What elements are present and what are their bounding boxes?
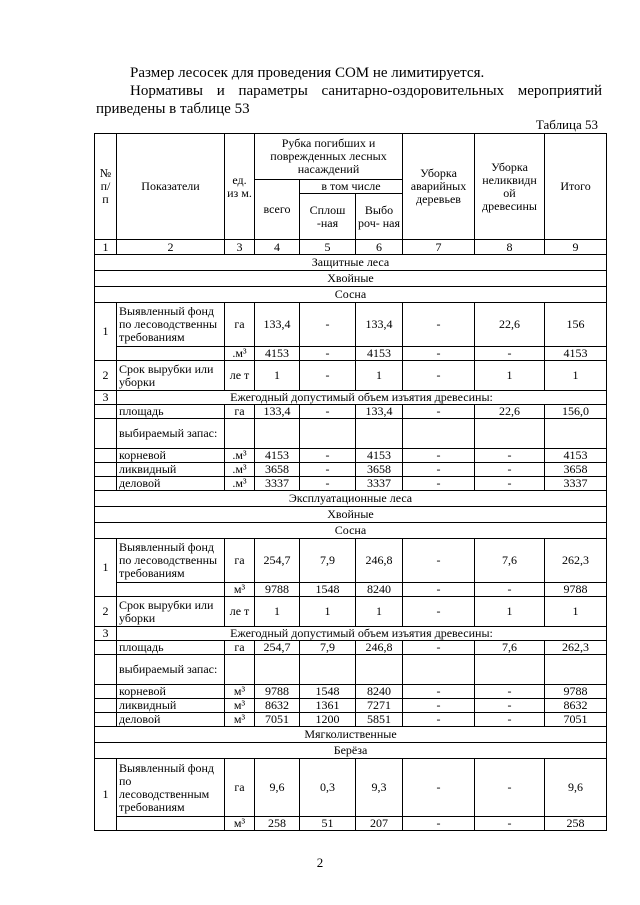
header-select: Выбо роч- ная <box>356 194 403 240</box>
cell-value: 7,9 <box>300 641 356 655</box>
cell-value: 133,4 <box>356 405 403 419</box>
cell-value: 7,6 <box>475 641 545 655</box>
table-caption: Таблица 53 <box>535 117 598 132</box>
cell-value: - <box>300 303 356 347</box>
cell-value: 7,6 <box>475 539 545 583</box>
row-unit: .м³ <box>225 477 255 491</box>
table-row <box>95 817 607 831</box>
cell-value: 22,6 <box>475 303 545 347</box>
cell-value: 7051 <box>545 713 607 727</box>
table-row <box>95 583 607 597</box>
cell-value: 1361 <box>300 699 356 713</box>
header-indicator: Показатели <box>117 134 225 240</box>
cell-value: 246,8 <box>356 539 403 583</box>
cell-value: 156,0 <box>545 405 607 419</box>
cell-value: 1200 <box>300 713 356 727</box>
cell-value: - <box>403 583 475 597</box>
cell-value: 3337 <box>356 477 403 491</box>
cell-value: 1 <box>356 361 403 391</box>
row-unit: м³ <box>225 713 255 727</box>
table-row <box>95 699 607 713</box>
cell-value: 8632 <box>545 699 607 713</box>
cell-value: - <box>475 685 545 699</box>
cell-value: 1 <box>545 597 607 627</box>
cell-value: 22,6 <box>475 405 545 419</box>
cell-value: - <box>403 477 475 491</box>
row-index-empty <box>95 699 117 713</box>
cell-value: - <box>475 699 545 713</box>
row-index: 1 <box>95 303 117 361</box>
cell-value: 9,6 <box>255 759 300 817</box>
cell-value: - <box>475 817 545 831</box>
row-unit: м³ <box>225 583 255 597</box>
cell-value: - <box>300 405 356 419</box>
col-number: 6 <box>356 240 403 255</box>
row-index-empty <box>95 655 117 685</box>
intro-line-3: приведены в таблице 53 <box>96 101 250 117</box>
cell-value: 207 <box>356 817 403 831</box>
cell-value: 4153 <box>545 449 607 463</box>
cell-value: 7,9 <box>300 539 356 583</box>
cell-value: 9788 <box>545 583 607 597</box>
table-row <box>95 627 607 641</box>
row-index-empty <box>95 419 117 449</box>
row-label-empty <box>117 817 225 831</box>
cell-value: 3337 <box>255 477 300 491</box>
row-label: Выявленный фонд по лесоводственны требованиям <box>117 539 225 583</box>
annual-volume-label: Ежегодный допустимый объем изъятия древесины: <box>117 627 607 641</box>
cell-value: 1548 <box>300 583 356 597</box>
cell-value: 7051 <box>255 713 300 727</box>
cell-value: 8632 <box>255 699 300 713</box>
cell-value: 254,7 <box>255 641 300 655</box>
cell-value: 3658 <box>545 463 607 477</box>
section-protective: Защитные леса <box>95 255 607 271</box>
row-unit: .м³ <box>225 347 255 361</box>
row-label: Срок вырубки или уборки <box>117 597 225 627</box>
cell-value: 9788 <box>255 583 300 597</box>
row-unit: .м³ <box>225 463 255 477</box>
cell-value: - <box>475 759 545 817</box>
cell-value: - <box>300 449 356 463</box>
cell-value: 51 <box>300 817 356 831</box>
cell-value: 133,4 <box>255 303 300 347</box>
col-number: 4 <box>255 240 300 255</box>
table-row <box>95 477 607 491</box>
row-label: ликвидный <box>117 699 225 713</box>
row-unit: га <box>225 539 255 583</box>
cell-value: - <box>300 477 356 491</box>
row-index: 1 <box>95 539 117 597</box>
row-unit: ле т <box>225 361 255 391</box>
row-index: 3 <box>95 627 117 641</box>
row-label: Срок вырубки или уборки <box>117 361 225 391</box>
row-label: корневой <box>117 449 225 463</box>
header-unit: ед. из м. <box>225 134 255 240</box>
row-index-empty <box>95 463 117 477</box>
cell-value: 258 <box>545 817 607 831</box>
cell-value: - <box>475 583 545 597</box>
col-number: 5 <box>300 240 356 255</box>
row-unit: м³ <box>225 817 255 831</box>
cell-value: 5851 <box>356 713 403 727</box>
header-clear: Сплош -ная <box>300 194 356 240</box>
row-index: 2 <box>95 361 117 391</box>
table-row <box>95 655 607 685</box>
cell-value: - <box>300 347 356 361</box>
cell-value: 133,4 <box>255 405 300 419</box>
cell-value: - <box>403 449 475 463</box>
cell-value: 262,3 <box>545 539 607 583</box>
section-pine: Сосна <box>95 287 607 303</box>
row-label-empty <box>117 347 225 361</box>
cell-value: 4153 <box>255 347 300 361</box>
cell-value: - <box>300 463 356 477</box>
cell-value: - <box>475 713 545 727</box>
row-label: деловой <box>117 713 225 727</box>
cell-value: - <box>403 713 475 727</box>
row-unit: ле т <box>225 597 255 627</box>
header-cut-group: Рубка погибших и поврежденных лесных насаждений <box>255 134 403 180</box>
cell-value: - <box>475 347 545 361</box>
row-label: деловой <box>117 477 225 491</box>
cell-value: 4153 <box>356 347 403 361</box>
intro-line-2: Нормативы и параметры санитарно-оздоровительных мероприятий <box>130 83 602 99</box>
table-row <box>95 759 607 817</box>
cell-value: 9788 <box>255 685 300 699</box>
cell-value: 9,6 <box>545 759 607 817</box>
cell-value: 1 <box>356 597 403 627</box>
cell-value: 258 <box>255 817 300 831</box>
col-number: 7 <box>403 240 475 255</box>
section-conifer: Хвойные <box>95 507 607 523</box>
cell-value: 1 <box>475 597 545 627</box>
table-row <box>95 391 607 405</box>
cell-value: - <box>403 641 475 655</box>
col-number: 3 <box>225 240 255 255</box>
cell-value: - <box>475 477 545 491</box>
row-label: Выявленный фонд по лесоводственны требованиям <box>117 303 225 347</box>
cell-value: - <box>403 361 475 391</box>
header-incl: в том числе <box>300 180 403 194</box>
cell-value: 1 <box>300 597 356 627</box>
cell-value: 262,3 <box>545 641 607 655</box>
col-number: 8 <box>475 240 545 255</box>
cell-value: 4153 <box>356 449 403 463</box>
cell-value: 156 <box>545 303 607 347</box>
intro-line-1: Размер лесосек для проведения СОМ не лимитируется. <box>130 65 485 81</box>
row-index-empty <box>95 477 117 491</box>
row-label: площадь <box>117 405 225 419</box>
cell-value: 1 <box>475 361 545 391</box>
row-index-empty <box>95 685 117 699</box>
row-unit: .м³ <box>225 449 255 463</box>
cell-value: 9,3 <box>356 759 403 817</box>
header-all: всего <box>255 180 300 240</box>
col-number: 1 <box>95 240 117 255</box>
cell-value: 4153 <box>545 347 607 361</box>
row-index: 2 <box>95 597 117 627</box>
cell-value: - <box>403 347 475 361</box>
row-unit: га <box>225 405 255 419</box>
header-total-col: Итого <box>545 134 607 240</box>
cell-value: 3658 <box>255 463 300 477</box>
row-index-empty <box>95 449 117 463</box>
cell-value: 246,8 <box>356 641 403 655</box>
cell-value: 254,7 <box>255 539 300 583</box>
cell-value: 3658 <box>356 463 403 477</box>
page-number: 2 <box>316 855 324 870</box>
cell-value: 133,4 <box>356 303 403 347</box>
row-unit: га <box>225 641 255 655</box>
row-index-empty <box>95 641 117 655</box>
table-row <box>95 641 607 655</box>
section-conifer: Хвойные <box>95 271 607 287</box>
row-unit: м³ <box>225 685 255 699</box>
cell-value: 8240 <box>356 685 403 699</box>
table-row <box>95 361 607 391</box>
row-unit: м³ <box>225 699 255 713</box>
col-number: 2 <box>117 240 225 255</box>
row-label: ликвидный <box>117 463 225 477</box>
table-row <box>95 405 607 419</box>
cell-value: 9788 <box>545 685 607 699</box>
row-index: 3 <box>95 391 117 405</box>
section-birch: Берёза <box>95 743 607 759</box>
cell-value: - <box>475 449 545 463</box>
row-index-empty <box>95 713 117 727</box>
table-row <box>95 685 607 699</box>
table-row <box>95 713 607 727</box>
table-row <box>95 449 607 463</box>
section-exploitation: Эксплуатационные леса <box>95 491 607 507</box>
cell-value: - <box>403 463 475 477</box>
row-label: корневой <box>117 685 225 699</box>
cell-value: 0,3 <box>300 759 356 817</box>
row-label-empty <box>117 583 225 597</box>
header-num: № п/ п <box>95 134 117 240</box>
table-row <box>95 303 607 347</box>
cell-value: 1548 <box>300 685 356 699</box>
cell-value: - <box>403 405 475 419</box>
cell-value: - <box>403 817 475 831</box>
table-row <box>95 419 607 449</box>
annual-volume-label: Ежегодный допустимый объем изъятия древесины: <box>117 391 607 405</box>
header-row-1 <box>95 134 607 180</box>
column-numbers-row <box>95 240 607 255</box>
cell-value: - <box>403 699 475 713</box>
cell-value: 1 <box>545 361 607 391</box>
cell-value: 7271 <box>356 699 403 713</box>
cell-value: 3337 <box>545 477 607 491</box>
col-number: 9 <box>545 240 607 255</box>
row-unit: га <box>225 759 255 817</box>
table-row <box>95 463 607 477</box>
norms-table <box>94 133 607 831</box>
section-pine: Сосна <box>95 523 607 539</box>
row-label: площадь <box>117 641 225 655</box>
cell-value: - <box>403 759 475 817</box>
cell-value: - <box>300 361 356 391</box>
cell-value: - <box>403 303 475 347</box>
section-softleaf: Мягколиственные <box>95 727 607 743</box>
row-label: выбираемый запас: <box>117 655 225 685</box>
cell-value: 1 <box>255 597 300 627</box>
row-index: 1 <box>95 759 117 831</box>
row-index-empty <box>95 405 117 419</box>
cell-value: 4153 <box>255 449 300 463</box>
cell-value: - <box>403 685 475 699</box>
cell-value: - <box>475 463 545 477</box>
cell-value: 1 <box>255 361 300 391</box>
cell-value: - <box>403 597 475 627</box>
row-label: выбираемый запас: <box>117 419 225 449</box>
row-unit: га <box>225 303 255 347</box>
header-nonliquid: Уборка неликвидн ой древесины <box>475 134 545 240</box>
cell-value: - <box>403 539 475 583</box>
table-row <box>95 597 607 627</box>
table-row <box>95 347 607 361</box>
header-emergency: Уборка аварийных деревьев <box>403 134 475 240</box>
cell-value: 8240 <box>356 583 403 597</box>
row-label: Выявленный фонд по лесоводственным требованиям <box>117 759 225 817</box>
table-row <box>95 539 607 583</box>
intro-text <box>96 64 602 118</box>
